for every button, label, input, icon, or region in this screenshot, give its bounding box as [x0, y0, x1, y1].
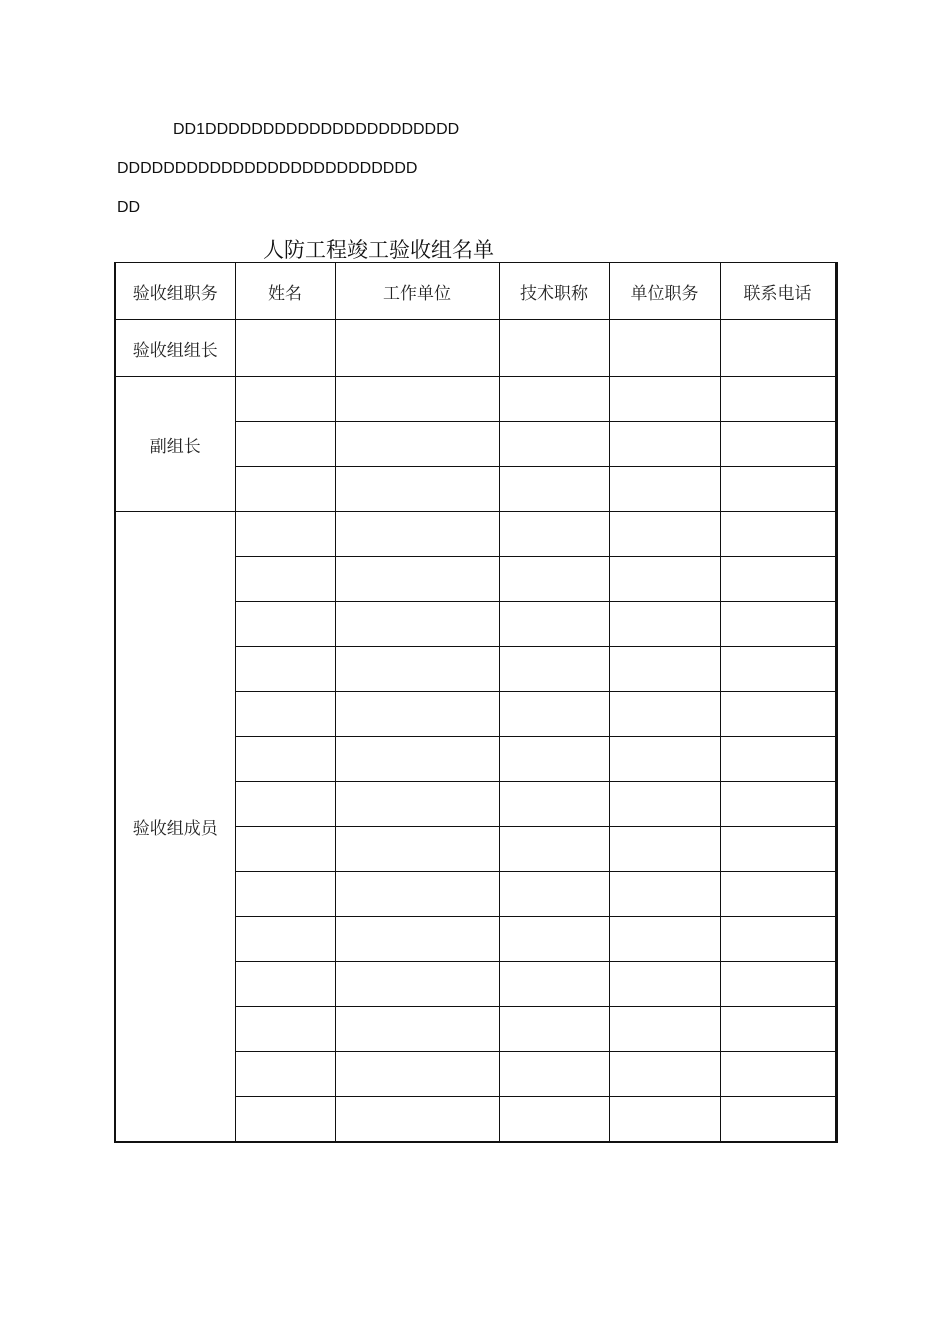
name-cell[interactable] — [235, 782, 335, 827]
technical-title-cell[interactable] — [499, 962, 609, 1007]
technical-title-cell[interactable] — [499, 557, 609, 602]
work-unit-cell[interactable] — [335, 647, 499, 692]
technical-title-cell[interactable] — [499, 512, 609, 557]
phone-cell[interactable] — [720, 917, 836, 962]
unit-position-cell[interactable] — [609, 827, 720, 872]
name-cell[interactable] — [235, 467, 335, 512]
phone-cell[interactable] — [720, 377, 836, 422]
work-unit-cell[interactable] — [335, 1097, 499, 1143]
column-header-name: 姓名 — [235, 263, 335, 320]
role-label-deputy: 副组长 — [115, 377, 235, 512]
unit-position-cell[interactable] — [609, 467, 720, 512]
name-cell[interactable] — [235, 422, 335, 467]
work-unit-cell[interactable] — [335, 872, 499, 917]
phone-cell[interactable] — [720, 467, 836, 512]
work-unit-cell[interactable] — [335, 422, 499, 467]
phone-cell[interactable] — [720, 557, 836, 602]
name-cell[interactable] — [235, 1052, 335, 1097]
work-unit-cell[interactable] — [335, 467, 499, 512]
unit-position-cell[interactable] — [609, 1007, 720, 1052]
name-cell[interactable] — [235, 917, 335, 962]
name-cell[interactable] — [235, 377, 335, 422]
technical-title-cell[interactable] — [499, 827, 609, 872]
name-cell[interactable] — [235, 647, 335, 692]
technical-title-cell[interactable] — [499, 647, 609, 692]
roster-table — [114, 262, 838, 1143]
unit-position-cell[interactable] — [609, 692, 720, 737]
work-unit-cell[interactable] — [335, 737, 499, 782]
unit-position-cell[interactable] — [609, 602, 720, 647]
work-unit-cell[interactable] — [335, 1007, 499, 1052]
work-unit-cell[interactable] — [335, 962, 499, 1007]
name-cell[interactable] — [235, 1097, 335, 1143]
name-cell[interactable] — [235, 737, 335, 782]
phone-cell[interactable] — [720, 422, 836, 467]
phone-cell[interactable] — [720, 1097, 836, 1143]
phone-cell[interactable] — [720, 692, 836, 737]
header-row — [115, 263, 836, 320]
unit-position-cell[interactable] — [609, 377, 720, 422]
unit-position-cell[interactable] — [609, 782, 720, 827]
unit-position-cell[interactable] — [609, 512, 720, 557]
work-unit-cell[interactable] — [335, 320, 499, 377]
phone-cell[interactable] — [720, 512, 836, 557]
leader-row — [115, 320, 836, 377]
unit-position-cell[interactable] — [609, 557, 720, 602]
name-cell[interactable] — [235, 512, 335, 557]
unit-position-cell[interactable] — [609, 872, 720, 917]
name-cell[interactable] — [235, 692, 335, 737]
technical-title-cell[interactable] — [499, 782, 609, 827]
phone-cell[interactable] — [720, 737, 836, 782]
technical-title-cell[interactable] — [499, 320, 609, 377]
name-cell[interactable] — [235, 320, 335, 377]
work-unit-cell[interactable] — [335, 377, 499, 422]
phone-cell[interactable] — [720, 962, 836, 1007]
unit-position-cell[interactable] — [609, 917, 720, 962]
column-header-technical-title: 技术职称 — [499, 263, 609, 320]
work-unit-cell[interactable] — [335, 602, 499, 647]
role-label-members: 验收组成员 — [115, 512, 235, 1143]
unit-position-cell[interactable] — [609, 737, 720, 782]
technical-title-cell[interactable] — [499, 737, 609, 782]
role-label-leader: 验收组组长 — [115, 320, 235, 377]
work-unit-cell[interactable] — [335, 827, 499, 872]
work-unit-cell[interactable] — [335, 512, 499, 557]
technical-title-cell[interactable] — [499, 1097, 609, 1143]
work-unit-cell[interactable] — [335, 782, 499, 827]
work-unit-cell[interactable] — [335, 1052, 499, 1097]
technical-title-cell[interactable] — [499, 377, 609, 422]
column-header-unit-position: 单位职务 — [609, 263, 720, 320]
name-cell[interactable] — [235, 827, 335, 872]
phone-cell[interactable] — [720, 782, 836, 827]
form-title: 人防工程竣工验收组名单 — [263, 238, 494, 262]
phone-cell[interactable] — [720, 602, 836, 647]
intro-line-3: DD — [117, 199, 141, 216]
unit-position-cell[interactable] — [609, 962, 720, 1007]
intro-line-1: DD1DDDDDDDDDDDDDDDDDDDDDD — [173, 121, 460, 138]
work-unit-cell[interactable] — [335, 557, 499, 602]
technical-title-cell[interactable] — [499, 467, 609, 512]
phone-cell[interactable] — [720, 320, 836, 377]
unit-position-cell[interactable] — [609, 320, 720, 377]
unit-position-cell[interactable] — [609, 1097, 720, 1143]
phone-cell[interactable] — [720, 827, 836, 872]
table-row — [115, 377, 836, 422]
name-cell[interactable] — [235, 872, 335, 917]
technical-title-cell[interactable] — [499, 872, 609, 917]
phone-cell[interactable] — [720, 1052, 836, 1097]
work-unit-cell[interactable] — [335, 692, 499, 737]
technical-title-cell[interactable] — [499, 1007, 609, 1052]
name-cell[interactable] — [235, 557, 335, 602]
unit-position-cell[interactable] — [609, 422, 720, 467]
phone-cell[interactable] — [720, 1007, 836, 1052]
phone-cell[interactable] — [720, 647, 836, 692]
technical-title-cell[interactable] — [499, 917, 609, 962]
unit-position-cell[interactable] — [609, 647, 720, 692]
technical-title-cell[interactable] — [499, 692, 609, 737]
name-cell[interactable] — [235, 962, 335, 1007]
column-header-work-unit: 工作单位 — [335, 263, 499, 320]
technical-title-cell[interactable] — [499, 1052, 609, 1097]
column-header-phone: 联系电话 — [720, 263, 836, 320]
column-header-role: 验收组职务 — [115, 263, 235, 320]
table-row — [115, 512, 836, 557]
intro-line-2: DDDDDDDDDDDDDDDDDDDDDDDDDD — [117, 160, 418, 177]
unit-position-cell[interactable] — [609, 1052, 720, 1097]
name-cell[interactable] — [235, 1007, 335, 1052]
technical-title-cell[interactable] — [499, 602, 609, 647]
name-cell[interactable] — [235, 602, 335, 647]
phone-cell[interactable] — [720, 872, 836, 917]
work-unit-cell[interactable] — [335, 917, 499, 962]
technical-title-cell[interactable] — [499, 422, 609, 467]
